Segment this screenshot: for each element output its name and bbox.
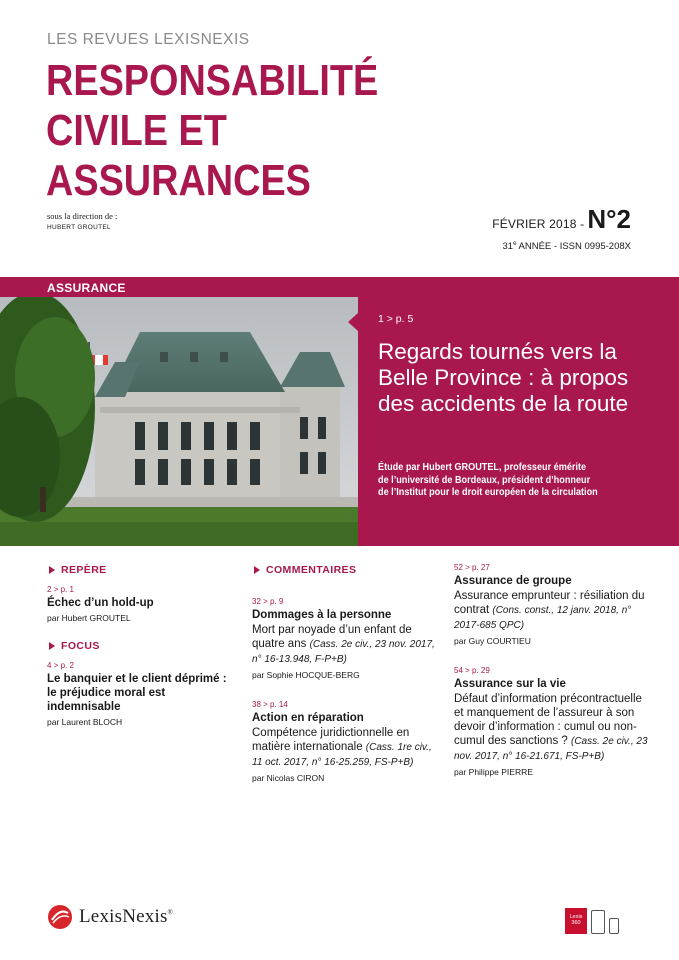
article-ref[interactable]: 32 > p. 9	[252, 597, 284, 606]
article-author: par Sophie HOCQUE-BERG	[252, 670, 360, 680]
logo-word: LexisNexis	[79, 906, 168, 927]
article-author: par Hubert GROUTEL	[47, 613, 131, 623]
rubric-label: COMMENTAIRES	[266, 564, 357, 576]
tablet-icon	[591, 910, 605, 934]
article-ref[interactable]: 38 > p. 14	[252, 700, 288, 709]
desc-cite: (Cass. 2e civ., 23 nov. 2017, n° 16-21.671, FS-P+B)	[454, 736, 648, 762]
phone-icon	[609, 918, 619, 934]
article-author: par Laurent BLOCH	[47, 717, 123, 727]
year-num: 31	[502, 241, 514, 253]
article-desc	[454, 589, 654, 633]
triangle-icon	[49, 566, 55, 574]
article-title[interactable]: Assurance sur la vie	[454, 678, 566, 690]
desc-cite: (Cass. 1re civ., 11 oct. 2017, n° 16-25.259, FS-P+B)	[252, 742, 432, 768]
lexisnexis-logo	[47, 904, 173, 930]
triangle-icon	[254, 566, 260, 574]
article-title[interactable]: Action en réparation	[252, 712, 364, 724]
section-label: ASSURANCE	[0, 277, 358, 297]
title-line-3: ASSURANCES	[46, 156, 311, 205]
courthouse-photo	[0, 297, 358, 546]
rubric-repere	[47, 563, 237, 577]
article-title[interactable]: Dommages à la personne	[252, 609, 392, 621]
triangle-icon	[49, 642, 55, 650]
column-commentaires	[252, 563, 442, 783]
column-assurance	[454, 563, 654, 777]
issue-year	[502, 241, 631, 252]
desc-text: Mort par noyade d’un enfant de quatre ans	[252, 624, 412, 650]
title-line-2: CIVILE ET	[46, 106, 227, 155]
direction-name: HUBERT GROUTEL	[47, 224, 111, 231]
article-desc	[252, 623, 442, 667]
rubric-label: FOCUS	[61, 640, 100, 652]
year-rest: ANNÉE - ISSN 0995-208X	[516, 241, 631, 253]
feature-title[interactable]: Regards tournés vers la Belle Province : à propos des accidents de la route	[378, 339, 629, 416]
feature-byline	[378, 462, 648, 500]
byline-line-2: de l’université de Bordeaux, président d’honneur	[378, 474, 591, 486]
byline-line-3: de l’Institut pour le droit européen de la circulation	[378, 487, 598, 498]
article-author: par Nicolas CIRON	[252, 773, 325, 783]
byline-line-1: Étude par Hubert GROUTEL, professeur émérite	[378, 462, 587, 473]
desc-text: Défaut d’information précontractuelle et manquement de l’assureur à son devoir d’information : cumul ou non-cumul des sanctions ?	[454, 693, 642, 747]
digital-access-icons	[565, 908, 619, 934]
direction-label: sous la direction de :	[47, 211, 118, 221]
article-ref[interactable]: 54 > p. 29	[454, 666, 490, 675]
desc-text: Compétence juridictionnelle en matière internationale	[252, 727, 410, 753]
desc-cite: (Cons. const., 12 janv. 2018, n° 2017-685 QPC)	[454, 605, 632, 631]
journal-title	[46, 56, 378, 206]
issue-info	[492, 206, 631, 232]
article-title[interactable]: Échec d’un hold-up	[47, 597, 154, 609]
rubric-commentaires	[252, 563, 442, 577]
issue-number: N°2	[587, 204, 631, 234]
article-title[interactable]: Le banquier et le client déprimé : le préjudice moral est indemnisable	[47, 673, 227, 713]
article-ref[interactable]: 4 > p. 2	[47, 661, 74, 670]
rubric-label: REPÈRE	[61, 564, 107, 576]
issue-date: FÉVRIER 2018 -	[492, 217, 585, 231]
desc-text: Assurance emprunteur : résiliation du contrat	[454, 590, 645, 616]
title-line-1: RESPONSABILITÉ	[46, 56, 379, 105]
column-reperes	[47, 563, 237, 727]
article-title[interactable]: Assurance de groupe	[454, 575, 572, 587]
rubric-focus	[47, 639, 237, 653]
article-desc	[454, 692, 654, 764]
panel-notch	[348, 313, 358, 331]
series-name: LES REVUES LEXISNEXIS	[47, 31, 250, 48]
logo-text	[79, 906, 173, 928]
year-sup: e	[513, 241, 517, 247]
lexis-360-book-icon: Lexis 360	[565, 908, 587, 934]
article-author: par Philippe PIERRE	[454, 767, 533, 777]
feature-ref[interactable]: 1 > p. 5	[378, 313, 414, 325]
desc-cite: (Cass. 2e civ., 23 nov. 2017, n° 16-13.948, F-P+B)	[252, 639, 435, 665]
lexisnexis-mark-icon	[47, 904, 73, 930]
article-desc	[252, 726, 442, 770]
article-author: par Guy COURTIEU	[454, 636, 531, 646]
logo-mark: ®	[167, 908, 174, 917]
photo-illustration	[0, 297, 358, 546]
article-ref[interactable]: 52 > p. 27	[454, 563, 490, 572]
article-ref[interactable]: 2 > p. 1	[47, 585, 74, 594]
